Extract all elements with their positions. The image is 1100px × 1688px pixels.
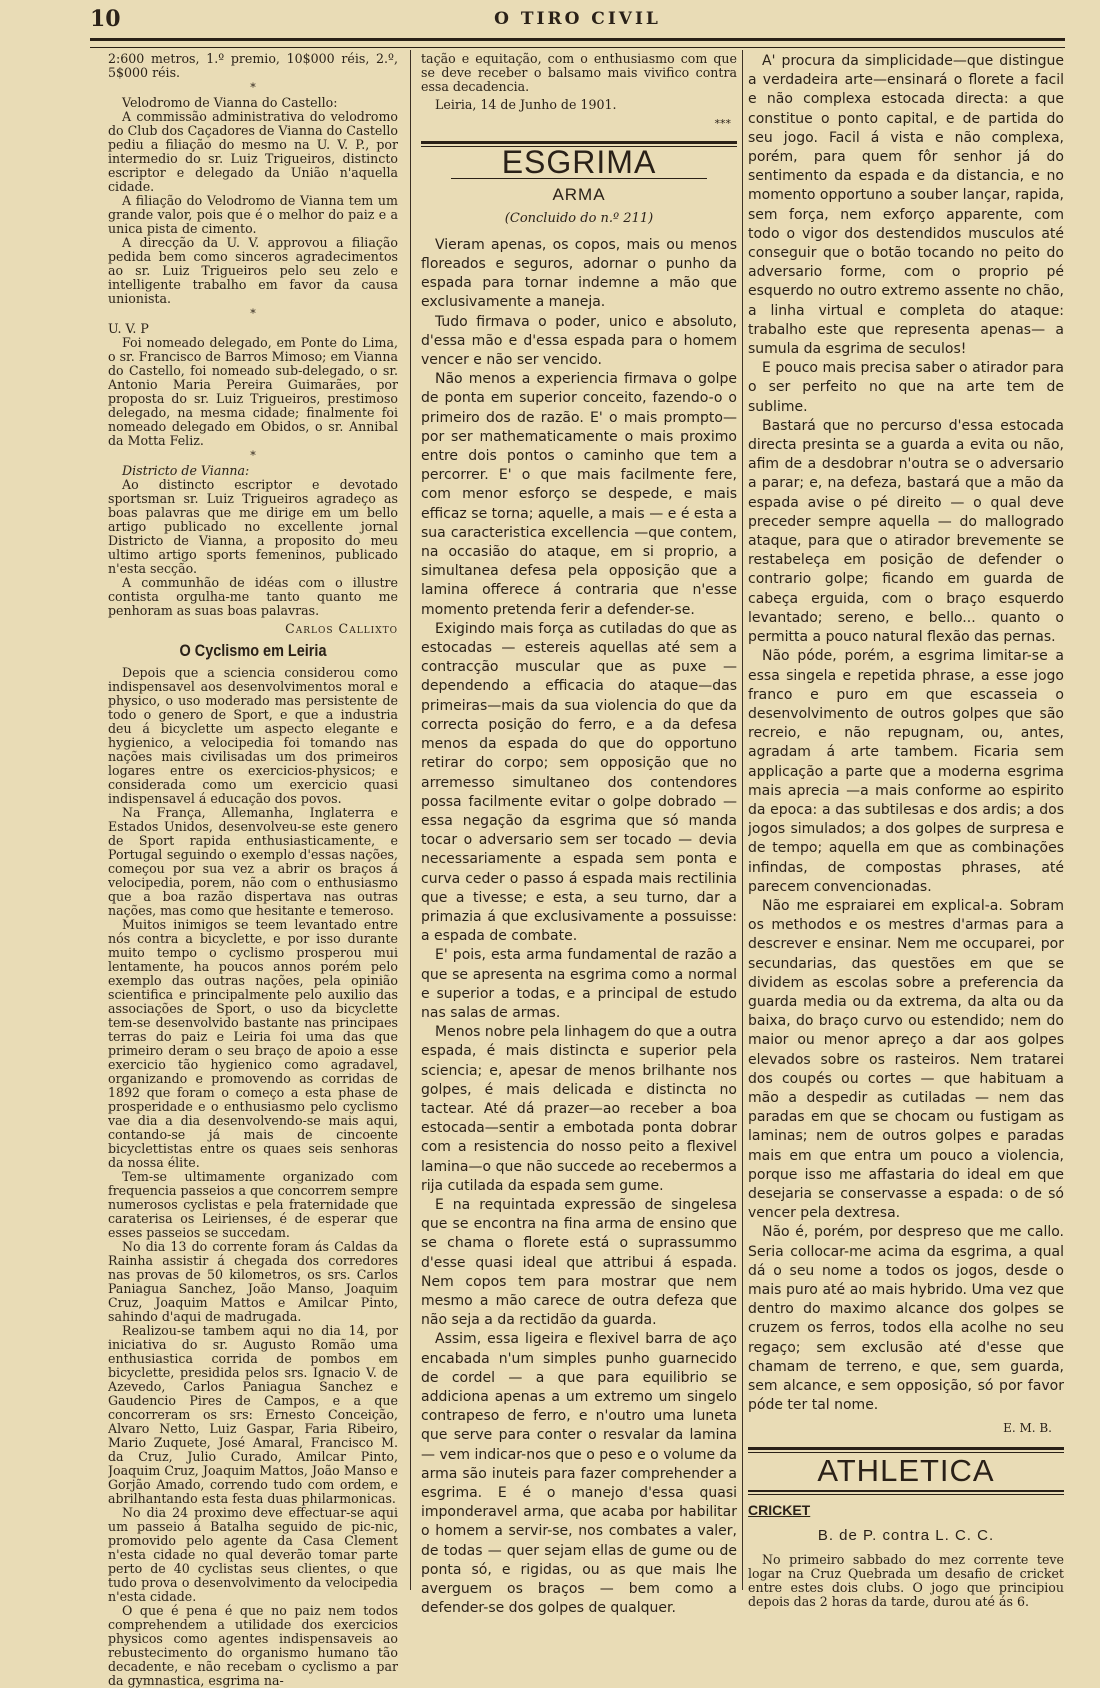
paragraph: Tudo firmava o poder, unico e absoluto, d'essa mão e d'essa espada para o homem vencer e não ser vencido. bbox=[421, 313, 737, 369]
page-number: 10 bbox=[90, 6, 121, 32]
page-header bbox=[90, 6, 1065, 34]
column-divider bbox=[410, 50, 411, 1590]
paragraph: A' procura da simplicidade—que distingue a verdadeira arte—ensinará o florete a facil e não complexa estocada directa: a que constitue o ponto capital, e de partida do seu jogo. Facil á vista e não complexa, porém, para quem fôr senhor já do sentimento da espada e da distancia, e no momento opportuno a souber lançar, rapida, sem força, nem exforço apparente, com todo o vigor dos destendidos musculos até conseguir que o botão tocando no peito do adversario forme, com o proprio pé esquerdo no outro extremo assente no chão, a linha virtual e completa do ataque: trabalho este que representa apenas— a sumula da esgrima de seculos! bbox=[748, 53, 1064, 358]
paragraph: Realizou-se tambem aqui no dia 14, por iniciativa do sr. Augusto Romão uma enthusiastica corrida de pombos em bicyclette, presidida pelos srs. Ignacio V. de Azevedo, Carlos Paniagua Sanchez e Gaudencio Pires de Campos, e a que concorreram os srs: Ernesto Conceição, Alvaro Netto, Luiz Gaspar, Faria Ribeiro, Mario Zuquete, José Amaral, Francisco M. da Cruz, Julio Curado, Amilcar Pinto, Joaquim Cruz, Joaquim Mattos, João Manso e Gorjão Amado, correndo tudo com ordem, e abrilhantando esta festa duas philarmonicas. bbox=[108, 1323, 398, 1506]
separator-star: * bbox=[250, 449, 256, 462]
subsection-title: CRICKET bbox=[748, 1501, 811, 1518]
paragraph: E na requintada expressão de singelesa que se encontra na fina arma de ensino que se chama o florete está o suprassummo d'esse quasi ideal que attribui á espada. Nem copos tem para mostrar que nem mesmo a mão carece de outra defeza que não seja a da rectidão da guarda. bbox=[421, 1196, 737, 1329]
paragraph: A communhão de idéas com o illustre contista orgulha-me tanto quanto me penhoram as suas boas palavras. bbox=[108, 575, 398, 618]
section-rule bbox=[748, 1490, 1064, 1495]
paragraph: A direcção da U. V. approvou a filiação pedida bem como sinceros agradecimentos ao sr. Luiz Trigueiros pelo seu zelo e intelligente trabalho em favor da causa unionista. bbox=[108, 235, 398, 306]
separator-star: * bbox=[250, 81, 256, 94]
article-title: O Cyclismo em Leiria bbox=[179, 641, 327, 660]
paragraph: E pouco mais precisa saber o atirador para o ser perfeito no que na arte tem de sublime. bbox=[748, 360, 1064, 415]
paragraph: Ao distincto escriptor e devotado sportsman sr. Luiz Trigueiros agradeço as boas palavras que me dirige em um bello artigo publicado no excellente jornal Districto de Vianna, a proposito do meu ultimo artigo sports femeninos, publicado n'esta secção. bbox=[108, 477, 398, 576]
section-rule bbox=[748, 1447, 1064, 1453]
paragraph: Assim, essa ligeira e flexivel barra de aço encabada n'um simples punho guarnecido de cordel — a que para equilibrio se addiciona apenas a um extremo um singelo contrapeso de ferro, e n'outro uma luneta que serve para conter o resvalar da lamina — vem indicar-nos que o peso e o volume da arma são inuteis para fazer comprehender a esgrima. E é o manejo d'essa quasi imponderavel arma, que acaba por habilitar o homem a servir-se, nos combates a valer, de todas — quer sejam ellas de gume ou de ponta só, e rigidas, ou as que mais lhe averguem os braços — bem como a defender-se dos golpes de qualquer. bbox=[421, 1331, 737, 1617]
section-title: ESGRIMA bbox=[501, 144, 657, 181]
paragraph: Não menos a experiencia firmava o golpe de ponta em superior conceito, fazendo-o o primeiro dos de razão. E' o mais prompto—por ser mathematicamente o mais proximo entre dois pontos o caminho que tem a percorrer. E' o que mais facilmente fere, com menor esforço se despede, e mais efficaz se torna; aquelle, a mais — e é esta a sua caracteristica excellencia —que contem, na occasião do ataque, em si proprio, a simultanea defesa pela opposição que a lamina offerece á contraria que n'esse momento pretenda ferir a defender-se. bbox=[421, 371, 737, 618]
paragraph: Na França, Allemanha, Inglaterra e Estados Unidos, desenvolveu-se este genero de Sport rapida enthusiasticamente, e Portugal seguindo o exemplo d'essas nações, começou por sua vez a abrir os braços á velocipedia, porem, não com o enthusiasmo que a boa razão dispertava nas outras nações, mas como que hesitante e temeroso. bbox=[108, 805, 398, 918]
paragraph-heading: Districto de Vianna: bbox=[122, 463, 250, 478]
paragraph: A commissão administrativa do velodromo do Club dos Caçadores de Vianna do Castello pediu a filiação do mesmo na U. V. P., por intermedio do sr. Luiz Trigueiros, distincto escriptor e delegado da União n'aquella cidade. bbox=[108, 109, 398, 194]
author-signature: E. M. B. bbox=[1003, 1421, 1052, 1436]
separator-star: * bbox=[250, 307, 256, 320]
column-2 bbox=[421, 52, 737, 1618]
paragraph: A filiação do Velodromo de Vianna tem um grande valor, pois que é o melhor do paiz e a unica pista de cimento. bbox=[108, 193, 398, 236]
paragraph: Depois que a sciencia considerou como indispensavel aos desenvolvimentos moral e physico, o uso moderado mas persistente de todo o genero de Sport, e que a industria deu á bicyclette um aspecto elegante e hygienico, a velocipedia foi tomando nas nações mais civilisadas um dos primeiros logares entre os exercicios-physicos; e considerada como um exercicio quasi indispensavel á educação dos povos. bbox=[108, 665, 398, 806]
paragraph: Muitos inimigos se teem levantado entre nós contra a bicyclette, e por isso durante muito tempo o cyclismo prosperou mui lentamente, ha poucos annos porém pelo exemplo das outras nações, pela opinião scientifica e principalmente pelo auxilio das associações de Sport, o uso da bicyclette tem-se desenvolvido bastante nas principaes terras do paiz e Leiria foi uma das que primeiro deram o seu braço de apoio a esse exercicio tão hygienico como agradavel, organizando e promovendo as corridas de 1892 que foram o começo a esta phase de prosperidade e o enthusiasmo pelo cyclismo vae dia a dia desenvolvendo-se mais aqui, contando-se já mais de cincoente bicyclettistas entre os quaes seis senhoras da nossa élite. bbox=[108, 917, 398, 1170]
column-divider bbox=[742, 50, 743, 1590]
column-1 bbox=[108, 52, 398, 1688]
separator-stars: *** bbox=[714, 117, 731, 130]
column-3 bbox=[748, 52, 1064, 1609]
author-signature: Carlos Callixto bbox=[285, 621, 398, 636]
paragraph: Bastará que no percurso d'essa estocada directa presinta se a guarda a evita ou não, afim de a desdobrar n'outra se o adversario a parar; e, na defeza, bastará que a mão da espada avise o pé direito — o qual deve preceder sempre aquella — do mallogrado ataque, para que o atirador brevemente se restabeleça em posição de defender o contrario golpe; ficando em guarda de cabeça erguida, com o braço esquerdo levantado; sereno, e bello... quanto o permitta a pouco natural flexão das pernas. bbox=[748, 417, 1064, 646]
publication-title: O TIRO CIVIL bbox=[494, 9, 661, 29]
section-title: ATHLETICA bbox=[817, 1452, 995, 1488]
dateline: Leiria, 14 de Junho de 1901. bbox=[435, 97, 617, 112]
paragraph: No primeiro sabbado do mez corrente teve logar na Cruz Quebrada um desafio de cricket entre estes dois clubs. O jogo que principiou depois das 2 horas da tarde, durou até ás 6. bbox=[748, 1552, 1064, 1610]
paragraph: Não é, porém, por despreso que me callo. Seria collocar-me acima da esgrima, a qual dá o seu nome a todos os jogos, desde o mais puro até ao mais hybrido. Uma vez que dentro do maximo alcance dos golpes se cruzem os ferros, todos ella acolhe no seu regaço; sem exclusão até d'esse que chamam de terreno, e que, sem guarda, sem alcance, e sem opposição, só por favor póde ter tal nome. bbox=[748, 1224, 1064, 1414]
paragraph: Não póde, porém, a esgrima limitar-se a essa singela e repetida phrase, a esse jogo franco e puro em que escasseia o desenvolvimento de outros golpes que são recreio, e não repugnam, ou, antes, agradam á arte tambem. Ficaria sem applicação a parte que a moderna esgrima mais aprecia —a mais conforme ao espirito da epoca: a das subtilesas e dos ardis; a dos jogos simulados; a dos golpes de surpresa e de tempo; aquella em que as combinações infindas, de compostas phrases, até parecem convencionadas. bbox=[748, 648, 1064, 895]
paragraph: O que é pena é que no paiz nem todos comprehendem a utilidade dos exercicios physicos como agentes indispensaveis ao rebustecimento do organismo humano tão decadente, e não recebam o cyclismo a par da gymnastica, esgrima na- bbox=[108, 1603, 398, 1688]
header-rule bbox=[90, 38, 1065, 48]
paragraph-heading: Velodromo de Vianna do Castello: bbox=[122, 95, 338, 110]
paragraph: Foi nomeado delegado, em Ponte do Lima, o sr. Francisco de Barros Mimoso; em Vianna do Castello, foi nomeado sub-delegado, o sr. Antonio Maria Pereira Guimarães, por proposta do sr. Luiz Trigueiros, prestimoso delegado, na mesma cidade; finalmente foi nomeado delegado em Obidos, o sr. Annibal da Motta Feliz. bbox=[108, 335, 398, 448]
article-title: ARMA bbox=[552, 185, 606, 205]
paragraph: E' pois, esta arma fundamental de razão a que se apresenta na esgrima como a normal e superior a todas, e a principal de estudo nas salas de armas. bbox=[421, 947, 737, 1021]
paragraph: tação e equitação, com o enthusiasmo com que se deve receber o balsamo mais vivifico contra essa decadencia. bbox=[421, 52, 737, 94]
paragraph-heading: U. V. P bbox=[108, 321, 149, 336]
paragraph: Exigindo mais força as cutiladas do que as estocadas — estereis aquellas até sem a contracção muscular que as puxe — dependendo a efficacia do ataque—das primeiras—mais da sua violencia do que da correcta posição do ferro, e a da defesa menos da espada do que do opportuno retirar do corpo; sem opposição que no arremesso simultaneo dos contendores possa facilmente evitar o golpe dobrado — essa negação da esgrima que só manda tocar o adversario sem ser tocado — devia necessariamente a espada sem ponta e curva ceder o passo á espada mais rectilinia que a tivesse; e esta, a seu turno, dar a primazia á que exclusivamente a possuisse: a espada de combate. bbox=[421, 620, 737, 945]
article-title: B. de P. contra L. C. C. bbox=[817, 1527, 995, 1545]
paragraph: No dia 13 do corrente foram ás Caldas da Rainha assistir á chegada dos corredores nas provas de 50 kilometros, os srs. Carlos Paniagua Sanchez, João Manso, Joaquim Cruz, Joaquim Mattos e Amilcar Pinto, sahindo d'aqui de madrugada. bbox=[108, 1239, 398, 1324]
paragraph: 2:600 metros, 1.º premio, 10$000 réis, 2.º, 5$000 réis. bbox=[108, 52, 398, 80]
paragraph: Tem-se ultimamente organizado com frequencia passeios a que concorrem sempre numerosos cyclistas e pela fraternidade que caraterisa os Leirienses, é de esperar que esses passeios se succedam. bbox=[108, 1169, 398, 1240]
paragraph: Não me espraiarei em explical-a. Sobram os methodos e os mestres d'armas para a descrever e ensinar. Nem me occuparei, por secundarias, das questões em que se dividem as escolas sobre a preferencia da guarda media ou da extrema, da alta ou da baixa, do braço curvo ou estendido; nem do maior ou menor apreço a dar aos golpes elevados sobre os rasteiros. Nem tratarei dos coupés ou cortes — que habituam a mão a despedir as cutiladas — nem das paradas em que se chocam ou fustigam as laminas; nem de outros golpes e paradas mais em que entra um pouco a violencia, porque isso me affastaria do ideal em que desejaria se conservasse a espada: o de só vencer pela dextresa. bbox=[748, 897, 1064, 1222]
paragraph: Vieram apenas, os copos, mais ou menos floreados e seguros, adornar o punho da espada para tornar indemne a mão que exclusivamente a maneja. bbox=[421, 236, 737, 311]
continuation-note: (Concluido do n.º 211) bbox=[504, 210, 654, 226]
paragraph: Menos nobre pela linhagem do que a outra espada, é mais distincta e superior pela sciencia; e, apesar de menos brilhante nos golpes, é mais delicada e distincta no tactear. Até dá prazer—ao receber a boa estocada—sentir a embotada ponta dobrar com a resistencia do nosso peito a flexivel lamina—o que não succede ao recebermos a rija cutilada da espada sem gume. bbox=[421, 1024, 737, 1194]
paragraph: No dia 24 proximo deve effectuar-se aqui um passeio á Batalha seguido de pic-nic, promovido pelo agente da Casa Clement n'esta cidade no qual deverão tomar parte perto de 40 cyclistas seus clientes, o que tudo prova o desenvolvimento da velocipedia n'esta cidade. bbox=[108, 1505, 398, 1604]
